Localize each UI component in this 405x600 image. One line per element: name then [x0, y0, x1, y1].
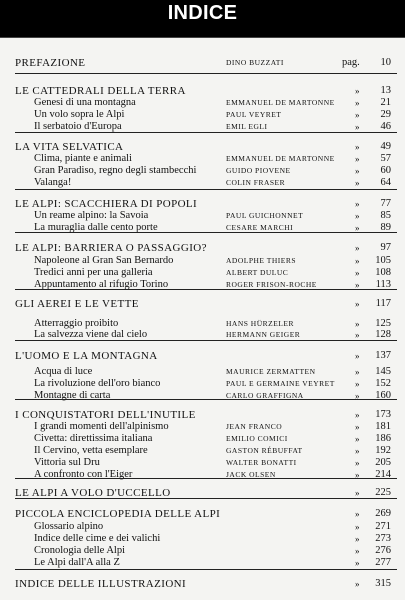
- page-number: 273: [375, 533, 391, 544]
- chapter-row: [0, 255, 405, 267]
- ditto-mark: »: [355, 558, 360, 568]
- chapter-row: [0, 366, 405, 378]
- ditto-mark: »: [355, 223, 360, 233]
- chapter-row: [0, 153, 405, 165]
- ditto-mark: »: [355, 446, 360, 456]
- page-number: 181: [375, 421, 391, 432]
- ditto-mark: »: [355, 166, 360, 176]
- ditto-mark: »: [355, 154, 360, 164]
- author-name: PAUL E GERMAINE VEYRET: [226, 379, 335, 388]
- ditto-mark: »: [355, 509, 360, 519]
- chapter-row: [0, 267, 405, 279]
- section-row: [0, 85, 405, 97]
- page-number: 125: [375, 318, 391, 329]
- author-name: JACK OLSEN: [226, 470, 276, 479]
- chapter-row: [0, 421, 405, 433]
- page-number: 145: [375, 366, 391, 377]
- ditto-mark: »: [355, 546, 360, 556]
- section-title: L'UOMO E LA MONTAGNA: [15, 350, 158, 362]
- section-row: [0, 198, 405, 210]
- chapter-row: [0, 97, 405, 109]
- section-divider: [15, 399, 397, 400]
- page-number: 108: [375, 267, 391, 278]
- section-row: [0, 242, 405, 254]
- page-number: 137: [375, 350, 391, 361]
- page-number: 277: [375, 557, 391, 568]
- section-title: LE ALPI: SCACCHIERA DI POPOLI: [15, 198, 198, 210]
- chapter-title: La salvezza viene dal cielo: [34, 329, 148, 340]
- section-divider: [15, 289, 397, 290]
- section-divider: [15, 498, 397, 499]
- ditto-mark: »: [355, 178, 360, 188]
- page-number: 276: [375, 545, 391, 556]
- ditto-mark: »: [355, 142, 360, 152]
- chapter-title: Gran Paradiso, regno degli stambecchi: [34, 165, 197, 176]
- section-title: LE ALPI: BARRIERA O PASSAGGIO?: [15, 242, 207, 254]
- chapter-title: Glossario alpino: [34, 521, 104, 532]
- chapter-title: Appuntamento al rifugio Torino: [34, 279, 169, 290]
- page-number: 269: [375, 508, 391, 519]
- author-name: WALTER BONATTI: [226, 458, 297, 467]
- ditto-mark: »: [355, 330, 360, 340]
- author-name: DINO BUZZATI: [226, 58, 284, 67]
- author-name: CARLO GRAFFIGNA: [226, 391, 304, 400]
- page-number: 113: [375, 279, 391, 290]
- page-number: 85: [380, 210, 391, 221]
- page-number: 173: [375, 409, 391, 420]
- ditto-mark: »: [355, 534, 360, 544]
- ditto-mark: »: [355, 579, 360, 589]
- page-number: 225: [375, 487, 391, 498]
- page-number: 117: [375, 298, 391, 309]
- ditto-mark: »: [355, 268, 360, 278]
- page-number: 97: [380, 242, 391, 253]
- section-title: LE CATTEDRALI DELLA TERRA: [15, 85, 186, 97]
- ditto-mark: »: [355, 351, 360, 361]
- section-title: PICCOLA ENCICLOPEDIA DELLE ALPI: [15, 508, 221, 520]
- section-divider: [15, 569, 397, 570]
- chapter-title: Valanga!: [34, 177, 72, 188]
- chapter-row: [0, 469, 405, 481]
- ditto-mark: »: [355, 434, 360, 444]
- author-name: ALBERT DULUC: [226, 268, 289, 277]
- ditto-mark: »: [355, 280, 360, 290]
- page-number: 13: [380, 85, 391, 96]
- page-number: 64: [380, 177, 391, 188]
- page-number: 128: [375, 329, 391, 340]
- page-number: 186: [375, 433, 391, 444]
- page-number: 49: [380, 141, 391, 152]
- chapter-row: [0, 557, 405, 569]
- chapter-title: Genesi di una montagna: [34, 97, 136, 108]
- section-title: INDICE DELLE ILLUSTRAZIONI: [15, 578, 187, 590]
- section-row: [0, 141, 405, 153]
- page-number: 77: [380, 198, 391, 209]
- chapter-row: [0, 545, 405, 557]
- author-name: HERMANN GEIGER: [226, 330, 301, 339]
- page-number: 205: [375, 457, 391, 468]
- page-number: 192: [375, 445, 391, 456]
- ditto-mark: »: [355, 470, 360, 480]
- chapter-row: [0, 210, 405, 222]
- page-number: 21: [380, 97, 391, 108]
- section-title: PREFAZIONE: [15, 57, 86, 69]
- author-name: EMMANUEL DE MARTONNE: [226, 154, 335, 163]
- ditto-mark: »: [355, 299, 360, 309]
- ditto-mark: »: [355, 410, 360, 420]
- page-number: 60: [380, 165, 391, 176]
- author-name: EMMANUEL DE MARTONNE: [226, 98, 335, 107]
- chapter-row: [0, 109, 405, 121]
- ditto-mark: »: [355, 122, 360, 132]
- ditto-mark: »: [355, 98, 360, 108]
- ditto-mark: »: [355, 367, 360, 377]
- page-label: pag.: [342, 57, 360, 68]
- chapter-title: Clima, piante e animali: [34, 153, 132, 164]
- chapter-title: Acqua di luce: [34, 366, 93, 377]
- chapter-row: [0, 177, 405, 189]
- chapter-title: Tredici anni per una galleria: [34, 267, 153, 278]
- author-name: PAUL VEYRET: [226, 110, 282, 119]
- section-row: [0, 409, 405, 421]
- ditto-mark: »: [355, 379, 360, 389]
- page-number: 89: [380, 222, 391, 233]
- section-row: [0, 57, 405, 69]
- author-name: GASTON RÉBUFFAT: [226, 446, 303, 455]
- section-divider: [15, 189, 397, 190]
- chapter-title: Civetta: direttissima italiana: [34, 433, 153, 444]
- author-name: CESARE MARCHI: [226, 223, 294, 232]
- chapter-row: [0, 390, 405, 402]
- chapter-title: Le Alpi dall'A alla Z: [34, 557, 120, 568]
- chapter-title: I grandi momenti dell'alpinismo: [34, 421, 169, 432]
- author-name: EMILIO COMICI: [226, 434, 288, 443]
- chapter-title: Il serbatoio d'Europa: [34, 121, 122, 132]
- section-divider: [15, 340, 397, 341]
- author-name: MAURICE ZERMATTEN: [226, 367, 316, 376]
- chapter-title: Il Cervino, vetta esemplare: [34, 445, 148, 456]
- chapter-title: La muraglia dalle cento porte: [34, 222, 158, 233]
- ditto-mark: »: [355, 211, 360, 221]
- page-number: 46: [380, 121, 391, 132]
- chapter-row: [0, 521, 405, 533]
- section-title: LA VITA SELVATICA: [15, 141, 124, 153]
- section-divider: [15, 478, 397, 479]
- section-row: [0, 350, 405, 362]
- chapter-title: Indice delle cime e dei valichi: [34, 533, 161, 544]
- section-row: [0, 298, 405, 310]
- ditto-mark: »: [355, 256, 360, 266]
- chapter-title: Cronologia delle Alpi: [34, 545, 125, 556]
- chapter-row: [0, 378, 405, 390]
- ditto-mark: »: [355, 391, 360, 401]
- section-title: LE ALPI A VOLO D'UCCELLO: [15, 487, 171, 499]
- ditto-mark: »: [355, 488, 360, 498]
- section-row: [0, 578, 405, 590]
- chapter-row: [0, 457, 405, 469]
- ditto-mark: »: [355, 522, 360, 532]
- page-number: 29: [380, 109, 391, 120]
- page-number: 214: [375, 469, 391, 480]
- page-number: 160: [375, 390, 391, 401]
- author-name: ROGER FRISON-ROCHE: [226, 280, 317, 289]
- chapter-title: Un reame alpino: la Savoia: [34, 210, 149, 221]
- section-title: I CONQUISTATORI DELL'INUTILE: [15, 409, 196, 421]
- section-divider: [15, 232, 397, 233]
- page-title: INDICE: [167, 2, 238, 24]
- chapter-title: Montagne di carta: [34, 390, 111, 401]
- author-name: HANS HÜRZELER: [226, 319, 294, 328]
- author-name: ADOLPHE THIERS: [226, 256, 296, 265]
- chapter-row: [0, 433, 405, 445]
- ditto-mark: »: [355, 86, 360, 96]
- author-name: PAUL GUICHONNET: [226, 211, 304, 220]
- chapter-title: Vittoria sul Dru: [34, 457, 100, 468]
- chapter-title: Napoleone al Gran San Bernardo: [34, 255, 174, 266]
- chapter-title: La rivoluzione dell'oro bianco: [34, 378, 161, 389]
- section-divider: [15, 73, 397, 74]
- author-name: EMIL EGLI: [226, 122, 268, 131]
- page-number: 105: [375, 255, 391, 266]
- section-title: GLI AEREI E LE VETTE: [15, 298, 139, 310]
- chapter-row: [0, 445, 405, 457]
- page-number: 152: [375, 378, 391, 389]
- chapter-row: [0, 533, 405, 545]
- ditto-mark: »: [355, 458, 360, 468]
- page-number: 10: [380, 57, 391, 68]
- ditto-mark: »: [355, 243, 360, 253]
- author-name: COLIN FRASER: [226, 178, 286, 187]
- author-name: GUIDO PIOVENE: [226, 166, 291, 175]
- chapter-row: [0, 165, 405, 177]
- ditto-mark: »: [355, 422, 360, 432]
- page-number: 271: [375, 521, 391, 532]
- author-name: JEAN FRANCO: [226, 422, 283, 431]
- page-number: 57: [380, 153, 391, 164]
- page-number: 315: [375, 578, 391, 589]
- chapter-title: Un volo sopra le Alpi: [34, 109, 125, 120]
- section-divider: [15, 132, 397, 133]
- section-row: [0, 508, 405, 520]
- chapter-title: Atterraggio proibito: [34, 318, 119, 329]
- ditto-mark: »: [355, 110, 360, 120]
- chapter-title: A confronto con l'Eiger: [34, 469, 133, 480]
- ditto-mark: »: [355, 319, 360, 329]
- ditto-mark: »: [355, 199, 360, 209]
